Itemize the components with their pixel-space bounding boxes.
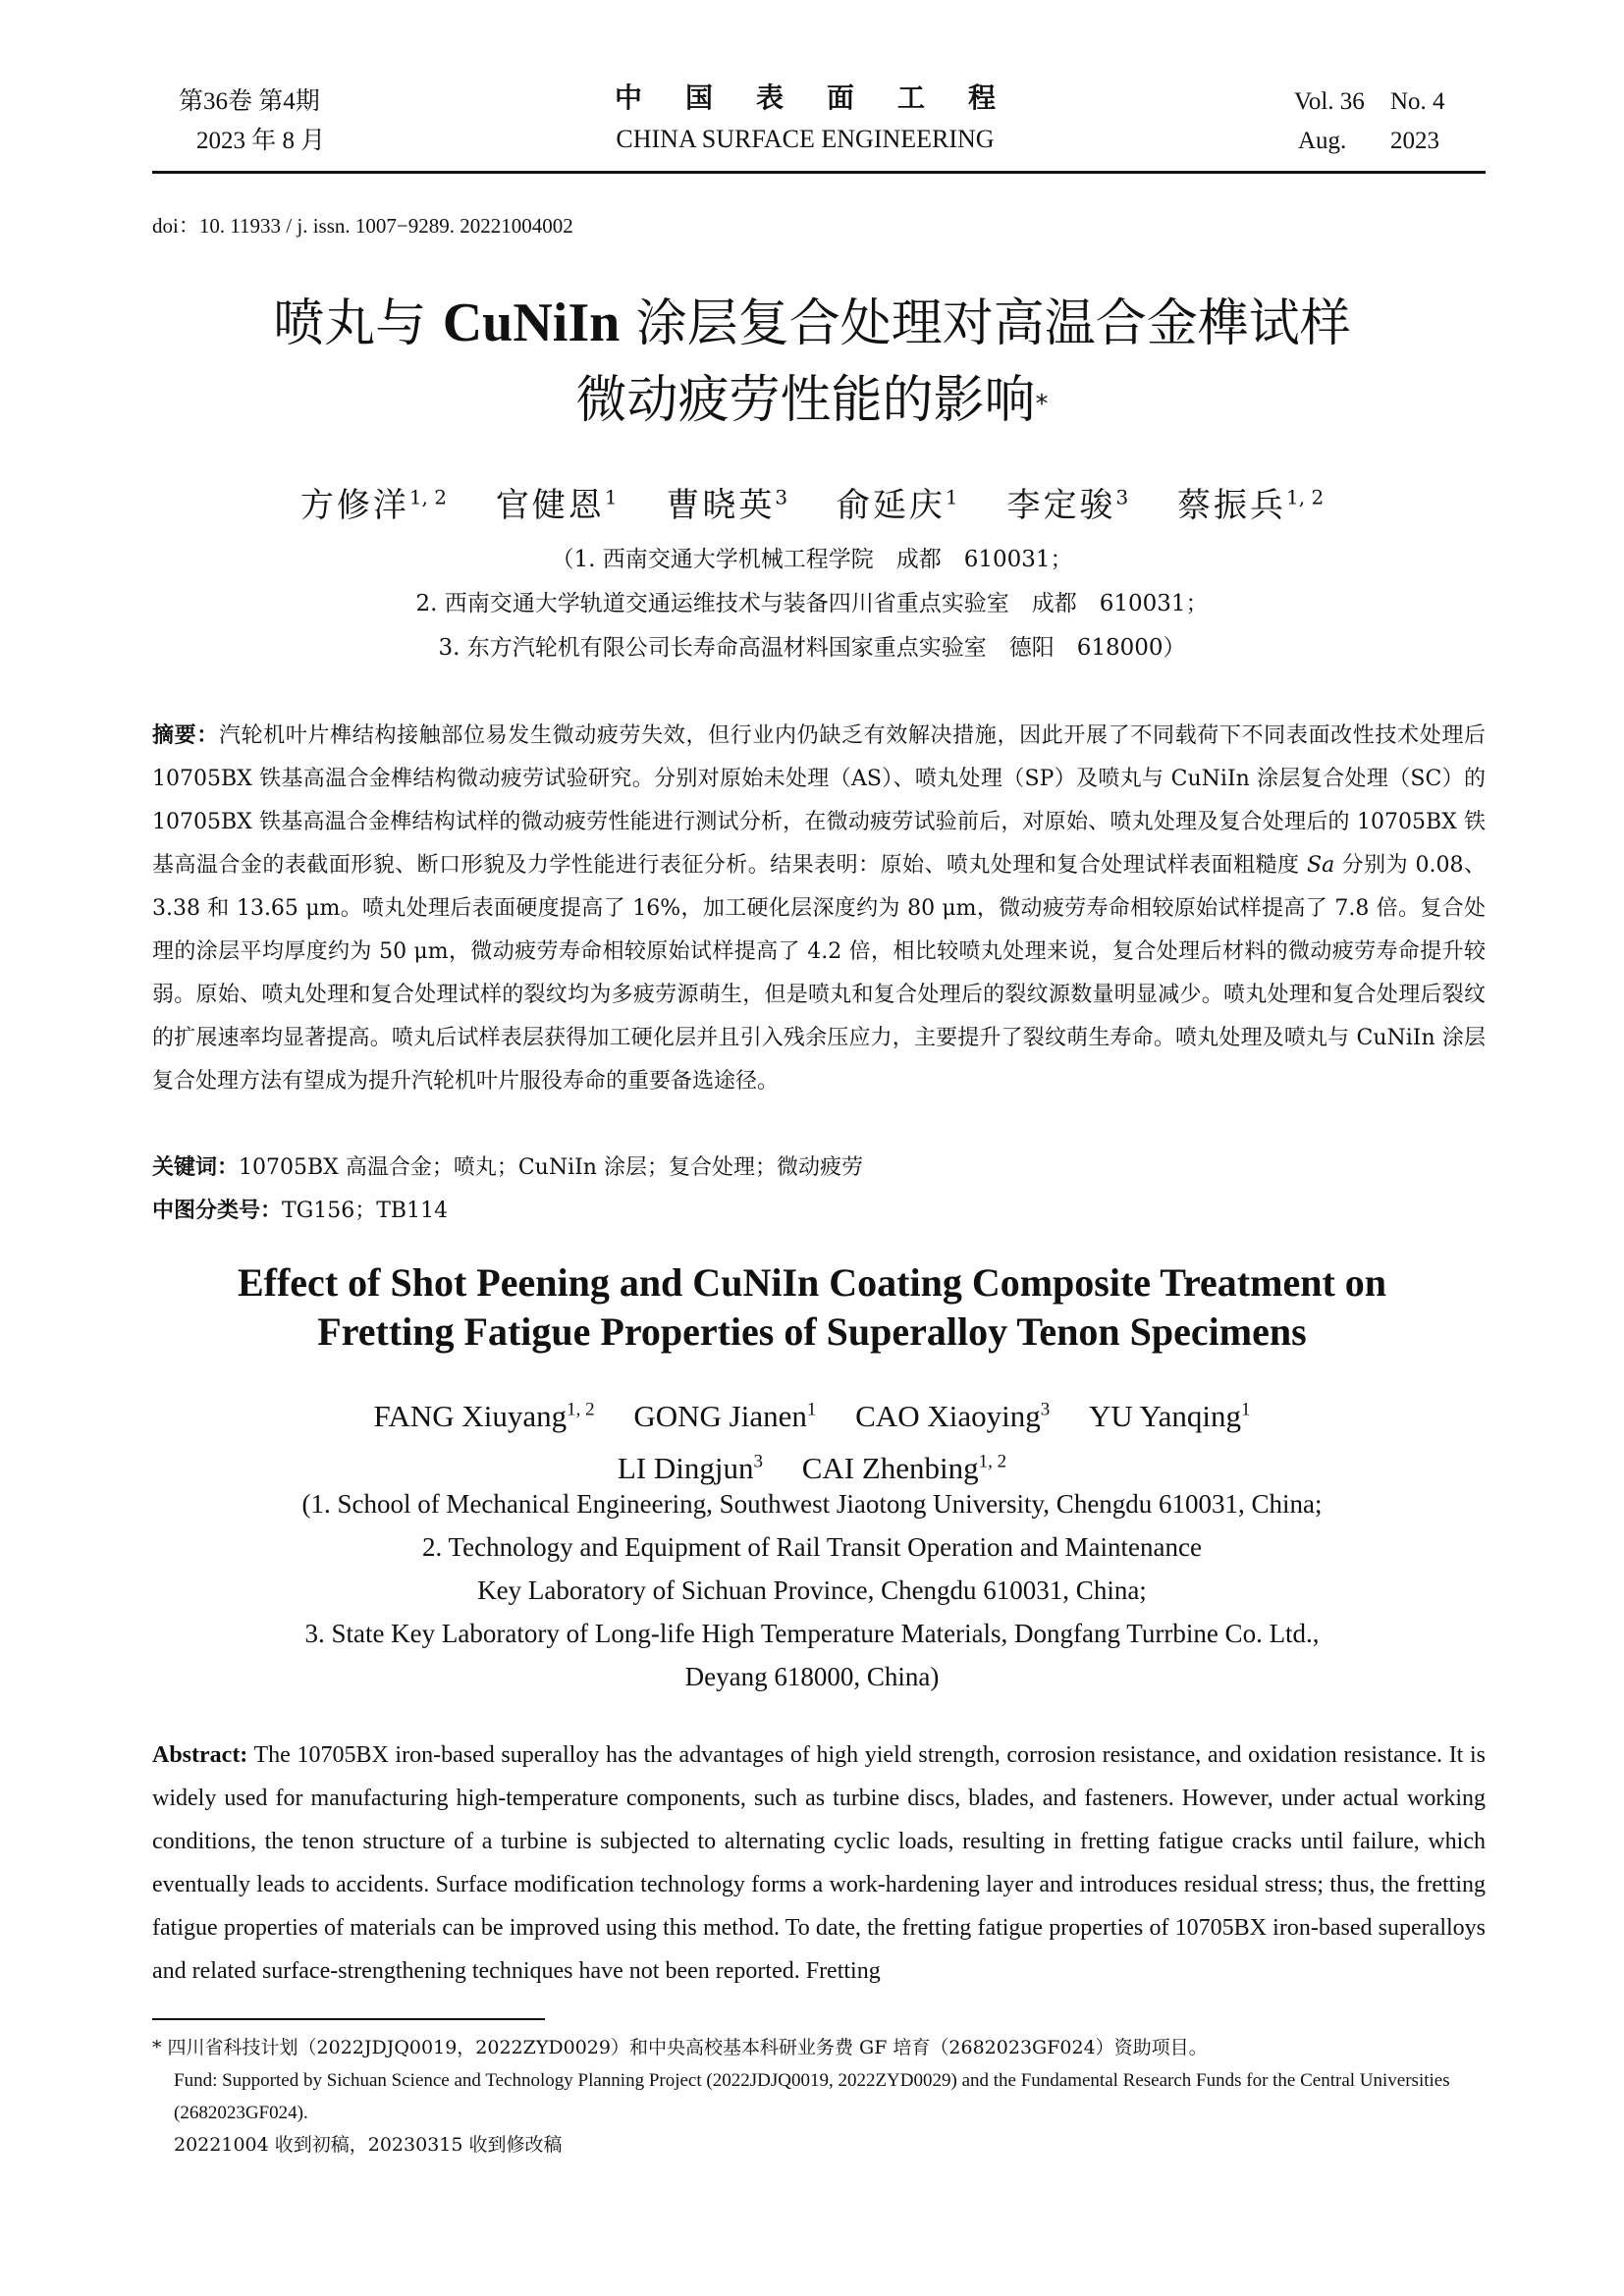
title-cn-part2: 涂层复合处理对高温合金榫试样 xyxy=(620,294,1351,353)
title-en-line1: Effect of Shot Peening and CuNiIn Coating Composite Treatment on xyxy=(237,1260,1387,1305)
authors-cn xyxy=(118,478,1506,526)
author-en: CAI Zhenbing$^{1, 2}$ xyxy=(801,1450,1007,1485)
journal-title-en: CHINA SURFACE ENGINEERING xyxy=(616,125,995,153)
affiliation-cn: 3. 东方汽轮机有限公司长寿命高温材料国家重点实验室 德阳 618000） xyxy=(438,635,1186,661)
issue-info-cn xyxy=(179,82,325,161)
received-date: 20221004 收到初稿，20230315 收到修改稿 xyxy=(174,2134,563,2156)
abstract-cn-label: 摘要： xyxy=(152,723,219,748)
author-cn: 方修洋$^{1, 2}$ xyxy=(299,485,447,525)
fund-en: Fund: Supported by Sichuan Science and Technology Planning Project (2022JDJQ0019, 2022ZYD0029) and the Fundamental Research Funds for the Central Universities (2682023GF024). xyxy=(174,2070,1450,2123)
volume-issue-cn: 第36卷 第4期 xyxy=(179,88,320,115)
number-en: No. 4 xyxy=(1390,88,1445,115)
author-en: LI Dingjun$^3$ xyxy=(617,1450,763,1485)
keywords-cn xyxy=(152,1147,1486,1190)
abstract-en-text: The 10705BX iron-based superalloy has the advantages of high yield strength, corrosion resistance, and oxidation resistance. It is widely used for manufacturing high-temperature components, such as turbine discs, blades, and fasteners. However, under actual working conditions, the tenon structure of a turbine is subjected to alternating cyclic loads, resulting in fretting fatigue cracks until failure, which eventually leads to accidents. Surface modification technology forms a work-hardening layer and introduces residual stress; thus, the fretting fatigue properties of materials can be improved using this method. To date, the fretting fatigue properties of 10705BX iron-based superalloys and related surface-strengthening techniques have not been reported. Fretting xyxy=(152,1742,1486,1984)
article-title-en xyxy=(118,1258,1506,1357)
abstract-cn-sa: Sa xyxy=(1307,853,1335,878)
footnote-rule xyxy=(152,2018,545,2020)
header-rule xyxy=(152,171,1486,174)
affiliation-en: Deyang 618000, China) xyxy=(684,1662,940,1691)
author-cn: 蔡振兵$^{1, 2}$ xyxy=(1177,485,1325,525)
affiliation-en: Key Laboratory of Sichuan Province, Chengdu 610031, China; xyxy=(477,1575,1147,1605)
author-cn: 李定骏$^3$ xyxy=(1006,485,1129,525)
date-cn: 2023 年 8 月 xyxy=(196,128,326,154)
title-cn-line2: 微动疲劳性能的影响 xyxy=(575,371,1036,430)
author-cn: 曹晓英$^3$ xyxy=(666,485,788,525)
title-en-line2: Fretting Fatigue Properties of Superalloy Tenon Specimens xyxy=(317,1309,1307,1354)
title-footnote-mark: * xyxy=(1035,390,1049,419)
article-title-cn xyxy=(118,285,1506,439)
abstract-cn xyxy=(152,715,1486,1103)
month-en: Aug. xyxy=(1298,128,1347,154)
author-cn: 俞延庆$^1$ xyxy=(836,485,958,525)
author-cn: 官健恩$^1$ xyxy=(495,485,618,525)
affiliation-cn: 2. 西南交通大学轨道交通运维技术与装备四川省重点实验室 成都 610031； xyxy=(415,591,1209,616)
title-cn-part1: 喷丸与 xyxy=(273,294,443,353)
journal-title-cn: 中国表面工程 xyxy=(614,81,1039,114)
title-cn-latin: CuNiIn xyxy=(442,293,621,353)
volume-en: Vol. 36 xyxy=(1294,88,1365,115)
doi: doi：10. 11933 / j. issn. 1007−9289. 20221004002 xyxy=(152,214,573,238)
keywords-label: 关键词： xyxy=(152,1155,240,1180)
author-en: FANG Xiuyang$^{1, 2}$ xyxy=(373,1399,595,1434)
affiliation-cn: （1. 西南交通大学机械工程学院 成都 610031； xyxy=(551,547,1073,572)
author-en: GONG Jianen$^1$ xyxy=(633,1399,817,1434)
classification-cn xyxy=(152,1190,1486,1233)
abstract-en xyxy=(152,1734,1486,1993)
authors-en xyxy=(118,1388,1506,1491)
keywords-text: 10705BX 高温合金；喷丸；CuNiIn 涂层；复合处理；微动疲劳 xyxy=(239,1155,863,1180)
fund-cn: * 四川省科技计划（2022JDJQ0019，2022ZYD0029）和中央高校基本科研业务费 GF 培育（2682023GF024）资助项目。 xyxy=(152,2037,1208,2058)
journal-title xyxy=(550,79,1060,161)
issue-info-en xyxy=(1294,82,1445,161)
abstract-cn-text-b: 分别为 0.08、3.38 和 13.65 μm。喷丸处理后表面硬度提高了 16%，加工硬化层深度约为 80 μm，微动疲劳寿命相较原始试样提高了 7.8 倍。复合处理的涂层平均厚度约为 50 μm，微动疲劳寿命相较原始试样提高了 4.2 倍，相比较喷丸处理来说，复合处理后材料的微动疲劳寿命提升较弱。原始、喷丸处理和复合处理试样的裂纹均为多疲劳源萌生，但是喷丸和复合处理后的裂纹源数量明显减少。喷丸处理和复合处理后裂纹的扩展速率均显著提高。喷丸后试样表层获得加工硬化层并且引入残余压应力，主要提升了裂纹萌生寿命。喷丸处理及喷丸与 CuNiIn 涂层复合处理方法有望成为提升汽轮机叶片服役寿命的重要备选途径。 xyxy=(152,853,1486,1094)
year-en: 2023 xyxy=(1390,128,1439,154)
author-en: YU Yanqing$^1$ xyxy=(1088,1399,1251,1434)
affiliation-en: 3. State Key Laboratory of Long-life High Temperature Materials, Dongfang Turrbine Co. Ltd., xyxy=(304,1619,1320,1648)
affiliations-en xyxy=(118,1482,1506,1698)
author-en: CAO Xiaoying$^3$ xyxy=(855,1399,1051,1434)
classification-text: TG156；TB114 xyxy=(282,1199,449,1223)
affiliation-en: (1. School of Mechanical Engineering, Southwest Jiaotong University, Chengdu 610031, China; xyxy=(301,1489,1323,1519)
footnote xyxy=(152,2032,1486,2162)
abstract-en-label: Abstract: xyxy=(152,1742,248,1768)
affiliations-cn xyxy=(118,538,1506,670)
affiliation-en: 2. Technology and Equipment of Rail Transit Operation and Maintenance xyxy=(422,1532,1202,1562)
abstract-cn-text-a: 汽轮机叶片榫结构接触部位易发生微动疲劳失效，但行业内仍缺乏有效解决措施，因此开展了不同载荷下不同表面改性技术处理后 10705BX 铁基高温合金榫结构微动疲劳试验研究。分别对原始未处理（AS）、喷丸处理（SP）及喷丸与 CuNiIn 涂层复合处理（SC）的 10705BX 铁基高温合金榫结构试样的微动疲劳性能进行测试分析，在微动疲劳试验前后，对原始、喷丸处理及复合处理后的 10705BX 铁基高温合金的表截面形貌、断口形貌及力学性能进行表征分析。结果表明：原始、喷丸处理和复合处理试样表面粗糙度 xyxy=(152,723,1486,878)
classification-label: 中图分类号： xyxy=(152,1199,283,1223)
